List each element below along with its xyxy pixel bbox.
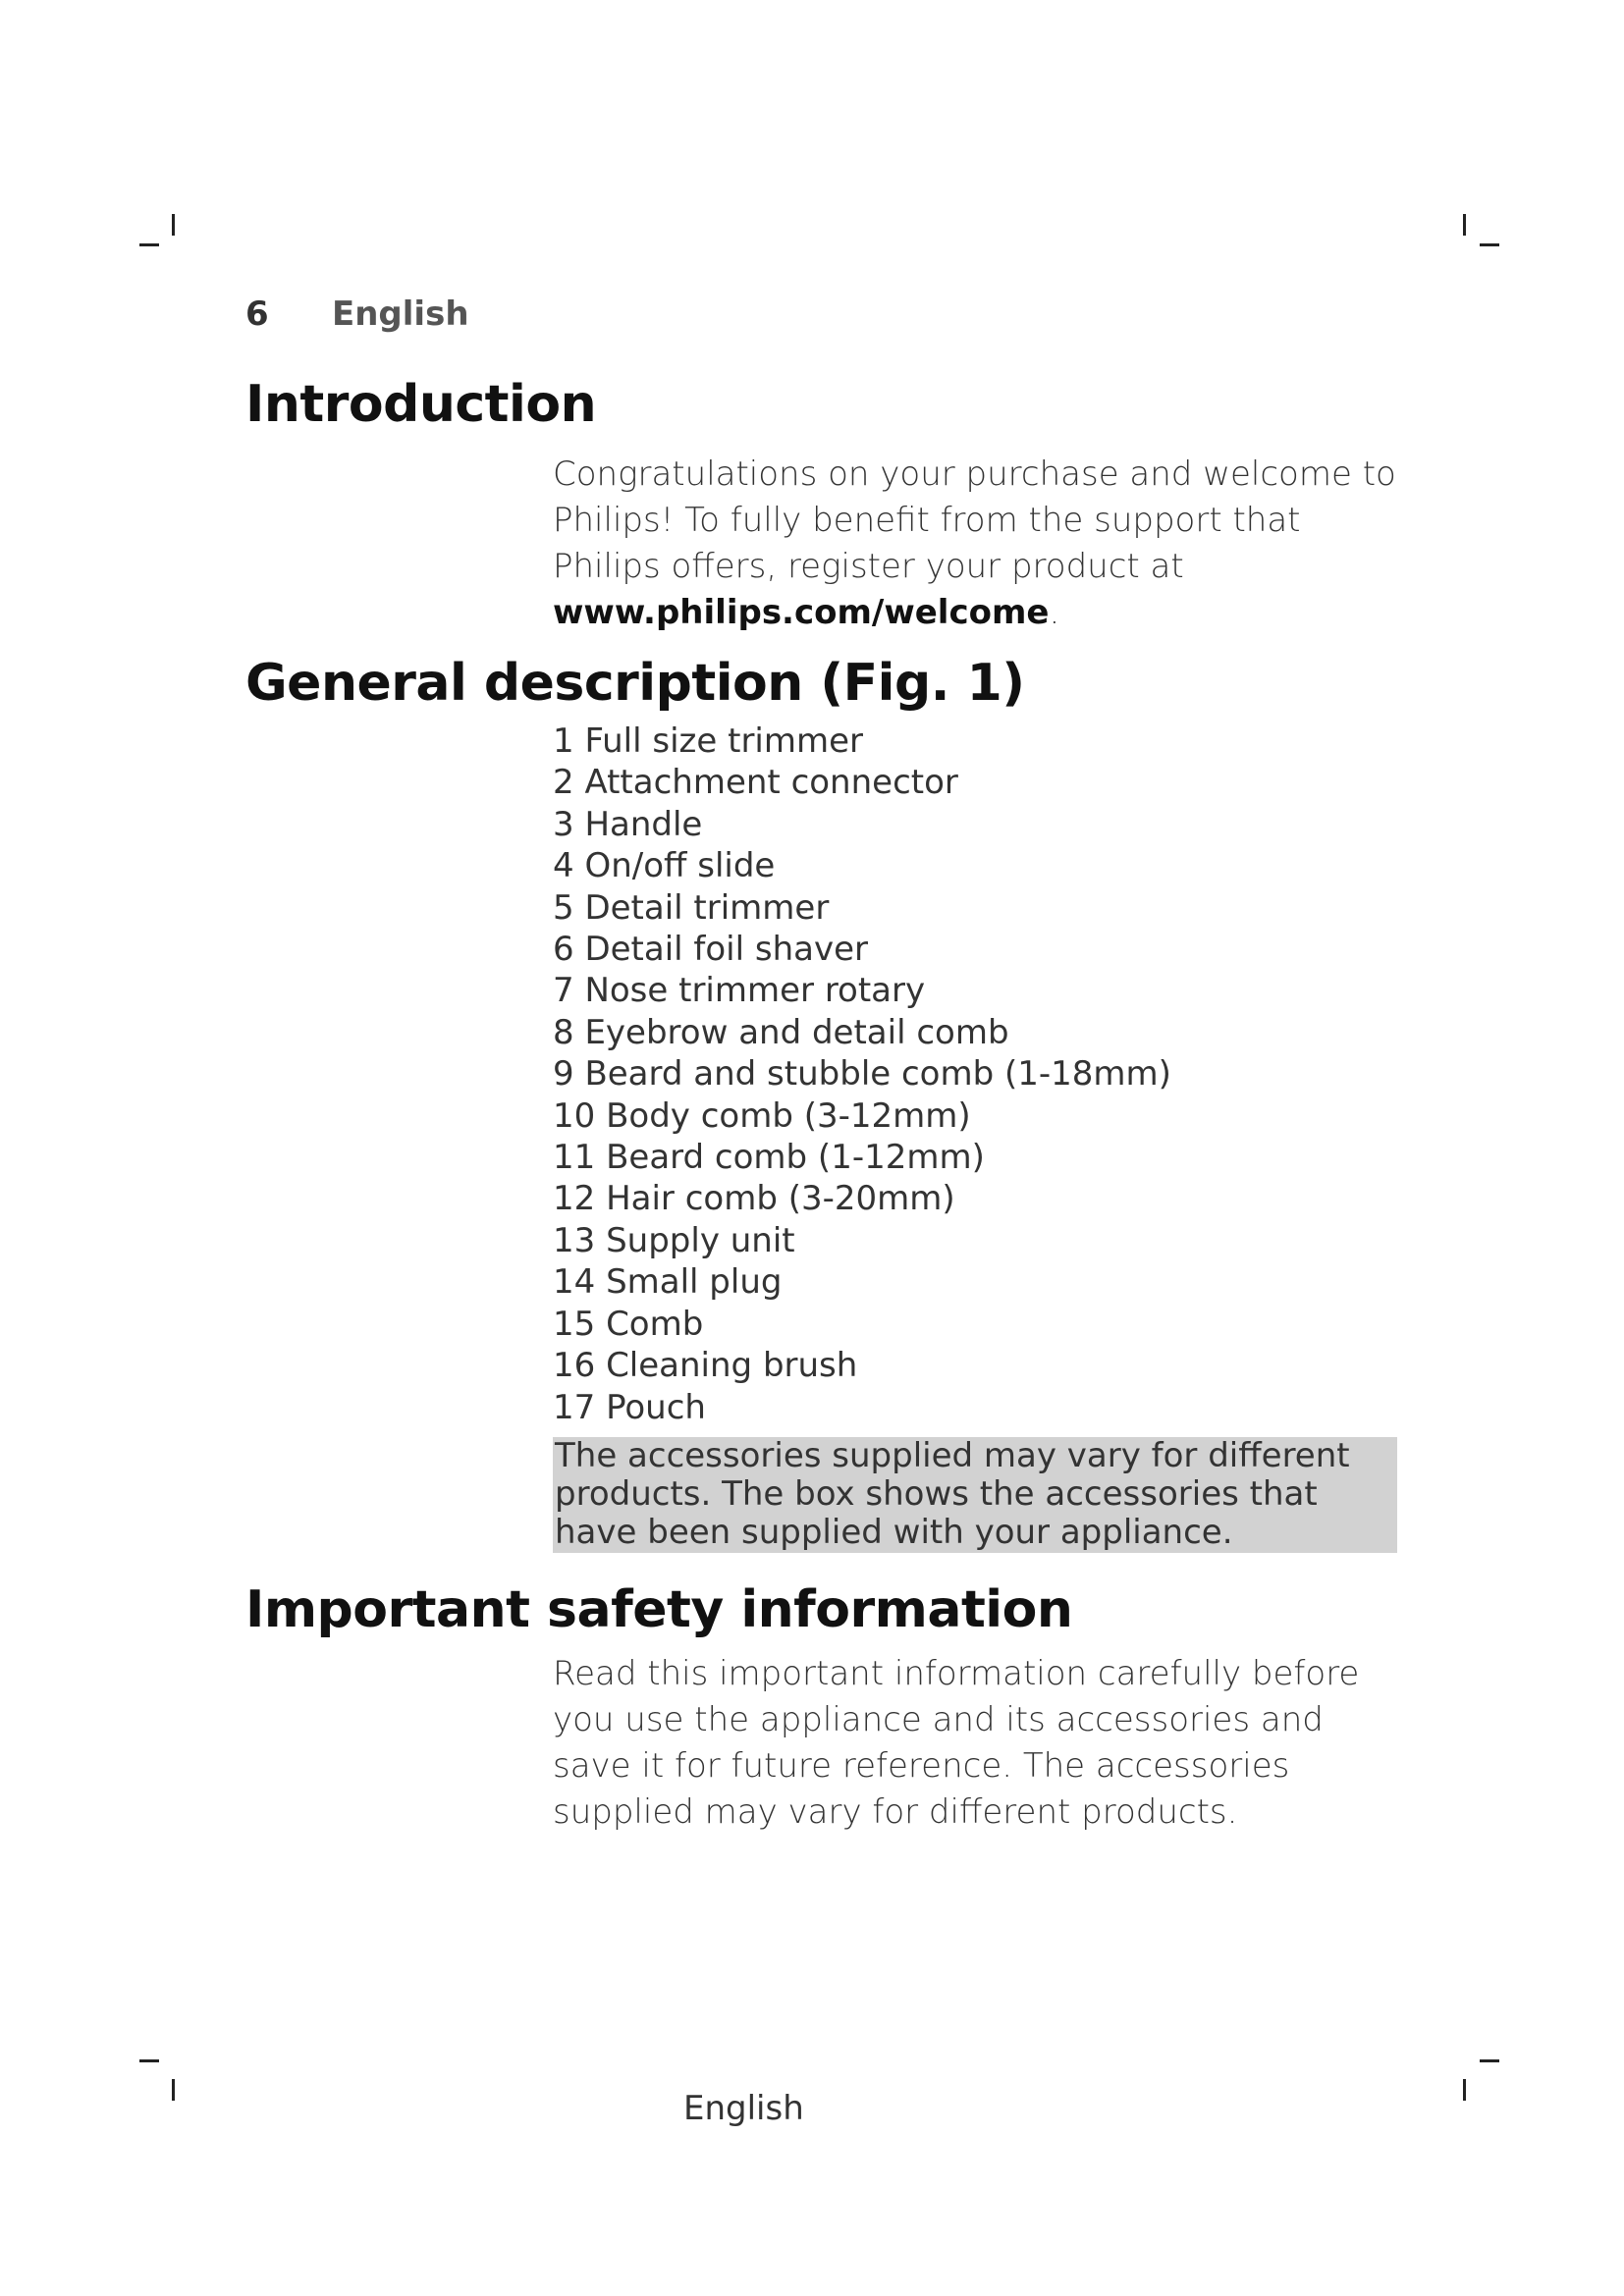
accessories-note: The accessories supplied may vary for different products. The box shows the accessories that have been supplied with your appliance.: [553, 1437, 1397, 1553]
introduction-end-punctuation: .: [1049, 593, 1060, 632]
crop-mark-top-right-v: [1463, 214, 1466, 236]
list-item: 11 Beard comb (1-12mm): [553, 1138, 985, 1178]
list-item: 15 Comb: [553, 1304, 704, 1344]
list-item: 4 On/off slide: [553, 846, 776, 886]
list-item: 16 Cleaning brush: [553, 1346, 858, 1386]
safety-paragraph: Read this important information carefully before you use the appliance and its accessories and save it for future reference. The accessories supplied may vary for different products.: [553, 1654, 1360, 1832]
parts-list: [553, 721, 1171, 1428]
list-item: 5 Detail trimmer: [553, 887, 830, 928]
list-item: 1 Full size trimmer: [553, 721, 864, 761]
list-item: 2 Attachment connector: [553, 763, 958, 803]
crop-mark-top-left-h: [139, 243, 159, 246]
crop-mark-bottom-left-h: [139, 2059, 159, 2062]
crop-mark-bottom-left-v: [172, 2079, 175, 2101]
general-description-heading: General description (Fig. 1): [245, 654, 1025, 713]
list-item: 14 Small plug: [553, 1262, 783, 1303]
philips-welcome-link[interactable]: www.philips.com/welcome: [553, 593, 1050, 632]
crop-mark-top-right-h: [1480, 243, 1499, 246]
crop-mark-top-left-v: [172, 214, 175, 236]
list-item: 17 Pouch: [553, 1387, 706, 1427]
page-number: 6: [245, 294, 269, 334]
introduction-heading: Introduction: [245, 375, 597, 434]
introduction-text: Congratulations on your purchase and welcome to Philips! To fully benefit from the support that Philips offers, register your product at: [553, 454, 1396, 586]
crop-mark-bottom-right-h: [1480, 2059, 1499, 2062]
list-item: 13 Supply unit: [553, 1220, 795, 1260]
list-item: 12 Hair comb (3-20mm): [553, 1179, 955, 1219]
header-language: English: [332, 294, 469, 334]
list-item: 3 Handle: [553, 804, 703, 844]
introduction-paragraph: [553, 452, 1397, 636]
safety-heading: Important safety information: [245, 1580, 1073, 1639]
list-item: 8 Eyebrow and detail comb: [553, 1012, 1009, 1052]
footer-language: English: [683, 2089, 804, 2128]
list-item: 6 Detail foil shaver: [553, 930, 868, 970]
list-item: 9 Beard and stubble comb (1-18mm): [553, 1054, 1171, 1095]
crop-mark-bottom-right-v: [1463, 2079, 1466, 2101]
list-item: 10 Body comb (3-12mm): [553, 1095, 971, 1136]
list-item: 7 Nose trimmer rotary: [553, 971, 926, 1011]
